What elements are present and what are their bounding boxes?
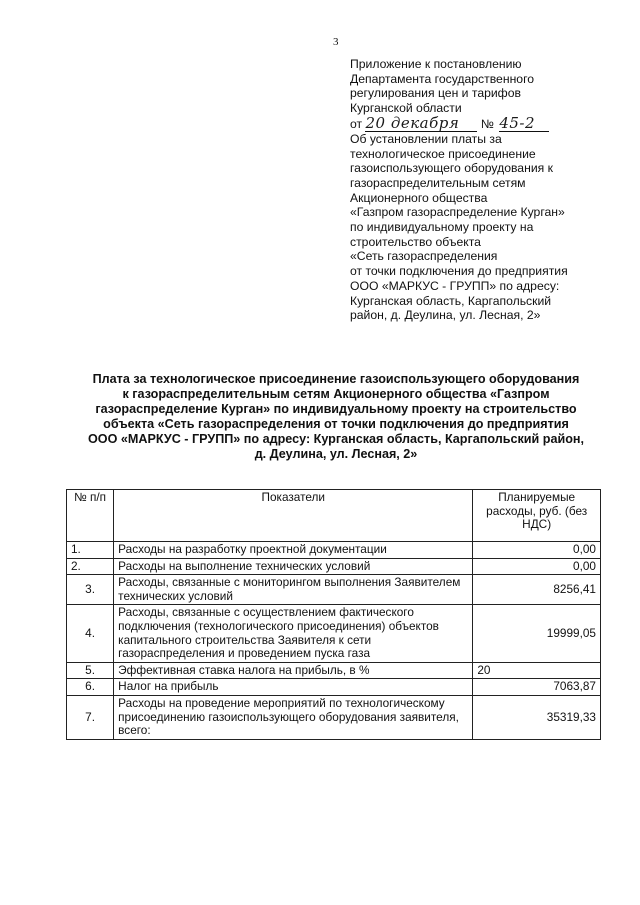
row-name: Расходы, связанные с мониторингом выполнения Заявителем технических условий	[114, 575, 473, 605]
title-line: Плата за технологическое присоединение газоиспользующего оборудования	[92, 372, 580, 386]
table-header-row	[67, 490, 601, 542]
row-name: Расходы на проведение мероприятий по технологическому присоединению газоиспользующего оборудования заявителя, всего:	[114, 695, 473, 739]
row-name: Расходы на выполнение технических условий	[114, 558, 473, 575]
handwritten-number: 45-2	[499, 116, 549, 132]
appendix-header	[350, 57, 610, 323]
row-num: 2.	[67, 558, 114, 575]
title-line: к газораспределительным сетям Акционерного общества «Газпром	[122, 387, 550, 401]
row-name: Эффективная ставка налога на прибыль, в %	[114, 662, 473, 679]
row-num: 7.	[67, 695, 114, 739]
row-num: 5.	[67, 662, 114, 679]
appendix-line: район, д. Деулина, ул. Лесная, 2»	[350, 308, 541, 323]
appendix-line: «Сеть газораспределения	[350, 249, 498, 264]
row-value: 0,00	[473, 558, 601, 575]
table-row	[67, 605, 601, 662]
appendix-line: регулирования цен и тарифов	[350, 86, 521, 101]
table-row	[67, 575, 601, 605]
appendix-date-line	[350, 113, 610, 132]
header-value: Планируемые расходы, руб. (без НДС)	[473, 490, 601, 542]
appendix-line: Приложение к постановлению	[350, 57, 522, 71]
appendix-line: «Газпром газораспределение Курган»	[350, 205, 565, 220]
row-value: 35319,33	[473, 695, 601, 739]
appendix-line: Об установлении платы за	[350, 131, 502, 146]
appendix-line: Департамента государственного	[350, 71, 535, 86]
row-num: 3.	[67, 575, 114, 605]
appendix-line: газоиспользующего оборудования к	[350, 161, 553, 176]
handwritten-date: 20 декабря	[365, 116, 477, 132]
costs-table	[66, 489, 601, 740]
date-prefix: от	[350, 116, 363, 131]
row-value: 7063,87	[473, 679, 601, 696]
appendix-line: Акционерного общества	[350, 190, 488, 205]
appendix-line: строительство объекта	[350, 234, 481, 249]
appendix-line: Курганская область, Каргапольский	[350, 293, 552, 308]
table-row	[67, 558, 601, 575]
table-row	[67, 662, 601, 679]
appendix-line: ООО «МАРКУС - ГРУПП» по адресу:	[350, 278, 560, 293]
table-row	[67, 542, 601, 559]
row-name: Налог на прибыль	[114, 679, 473, 696]
table-row	[67, 679, 601, 696]
appendix-line: от точки подключения до предприятия	[350, 264, 568, 279]
header-name: Показатели	[114, 490, 473, 542]
title-line: д. Деулина, ул. Лесная, 2»	[254, 447, 418, 461]
table-row	[67, 695, 601, 739]
appendix-line: газораспределительным сетям	[350, 175, 526, 190]
appendix-line: Курганской области	[350, 101, 462, 116]
document-title	[66, 372, 606, 462]
row-value: 8256,41	[473, 575, 601, 605]
appendix-line: по индивидуальному проекту на	[350, 220, 534, 235]
row-name: Расходы, связанные с осуществлением фактического подключения (технологического присоединения) объектов капитального строительства Заявителя к сети газораспределения и проведением пуска газа	[114, 605, 473, 662]
row-num: 1.	[67, 542, 114, 559]
row-value: 19999,05	[473, 605, 601, 662]
row-name: Расходы на разработку проектной документации	[114, 542, 473, 559]
row-value: 0,00	[473, 542, 601, 559]
title-line: ООО «МАРКУС - ГРУПП» по адресу: Курганская область, Каргапольский район,	[87, 432, 585, 446]
title-line: газораспределение Курган» по индивидуальному проекту на строительство	[95, 402, 577, 416]
header-num: № п/п	[67, 490, 114, 542]
page-number: 3	[333, 36, 339, 48]
row-num: 6.	[67, 679, 114, 696]
title-line: объекта «Сеть газораспределения от точки подключения до предприятия	[103, 417, 569, 431]
number-prefix: №	[480, 116, 494, 131]
row-value: 20	[473, 662, 601, 679]
appendix-line: технологическое присоединение	[350, 146, 536, 161]
row-num: 4.	[67, 605, 114, 662]
